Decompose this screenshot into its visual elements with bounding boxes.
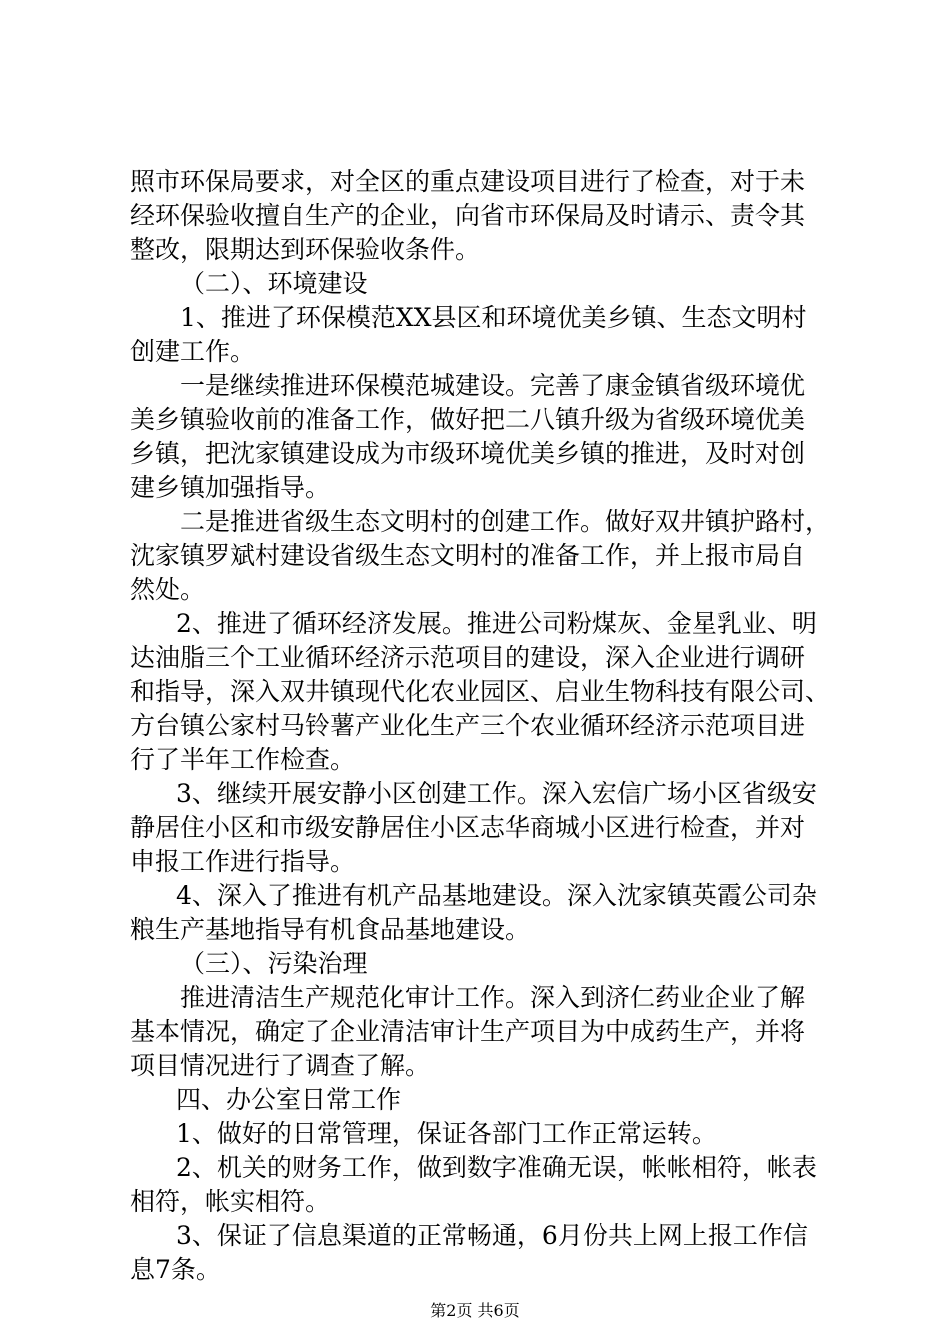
text-line: 申报工作进行指导。 <box>130 847 356 876</box>
text-line: 建乡镇加强指导。 <box>130 473 331 502</box>
text-line: 项目情况进行了调查了解。 <box>130 1051 431 1080</box>
text-line: 沈家镇罗斌村建设省级生态文明村的准备工作，并上报市局自 <box>130 541 806 570</box>
text-line: 1、推进了环保模范XX县区和环境优美乡镇、生态文明村 <box>180 303 807 332</box>
page-number-footer: 第2页 共6页 <box>430 1301 520 1320</box>
text-line: 然处。 <box>130 575 206 604</box>
text-line: 照市环保局要求，对全区的重点建设项目进行了检查，对于未 <box>130 167 806 196</box>
text-line: 达油脂三个工业循环经济示范项目的建设，深入企业进行调研 <box>130 643 806 672</box>
text-line: 乡镇，把沈家镇建设成为市级环境优美乡镇的推进，及时对创 <box>130 439 806 468</box>
section-heading: 四、办公室日常工作 <box>176 1085 402 1114</box>
text-line: 基本情况，确定了企业清洁审计生产项目为中成药生产，并将 <box>130 1017 806 1046</box>
text-line: 行了半年工作检查。 <box>130 745 356 774</box>
text-line: 4、深入了推进有机产品基地建设。深入沈家镇英霞公司杂 <box>176 881 817 910</box>
section-heading: （三）、污染治理 <box>180 949 368 978</box>
section-heading: （二）、环境建设 <box>180 269 368 298</box>
text-line: 一是继续推进环保模范城建设。完善了康金镇省级环境优 <box>180 371 806 400</box>
text-line: 和指导，深入双井镇现代化农业园区、启业生物科技有限公司、 <box>130 677 831 706</box>
text-line: 推进清洁生产规范化审计工作。深入到济仁药业企业了解 <box>180 983 806 1012</box>
text-line: 粮生产基地指导有机食品基地建设。 <box>130 915 531 944</box>
text-line: 3、保证了信息渠道的正常畅通，6月份共上网上报工作信 <box>176 1221 808 1250</box>
text-line: 2、机关的财务工作，做到数字准确无误，帐帐相符，帐表 <box>176 1153 817 1182</box>
text-line: 息7条。 <box>130 1255 221 1284</box>
text-line: 整改，限期达到环保验收条件。 <box>130 235 481 264</box>
text-line: 方台镇公家村马铃薯产业化生产三个农业循环经济示范项目进 <box>130 711 806 740</box>
text-line: 2、推进了循环经济发展。推进公司粉煤灰、金星乳业、明 <box>176 609 817 638</box>
text-line: 美乡镇验收前的准备工作，做好把二八镇升级为省级环境优美 <box>130 405 806 434</box>
text-line: 经环保验收擅自生产的企业，向省市环保局及时请示、责令其 <box>130 201 806 230</box>
text-line: 相符，帐实相符。 <box>130 1187 331 1216</box>
text-line: 3、继续开展安静小区创建工作。深入宏信广场小区省级安 <box>176 779 817 808</box>
text-line: 静居住小区和市级安静居住小区志华商城小区进行检查，并对 <box>130 813 806 842</box>
text-line: 创建工作。 <box>130 337 256 366</box>
text-line: 二是推进省级生态文明村的创建工作。做好双井镇护路村， <box>180 507 831 536</box>
text-line: 1、做好的日常管理，保证各部门工作正常运转。 <box>176 1119 717 1148</box>
